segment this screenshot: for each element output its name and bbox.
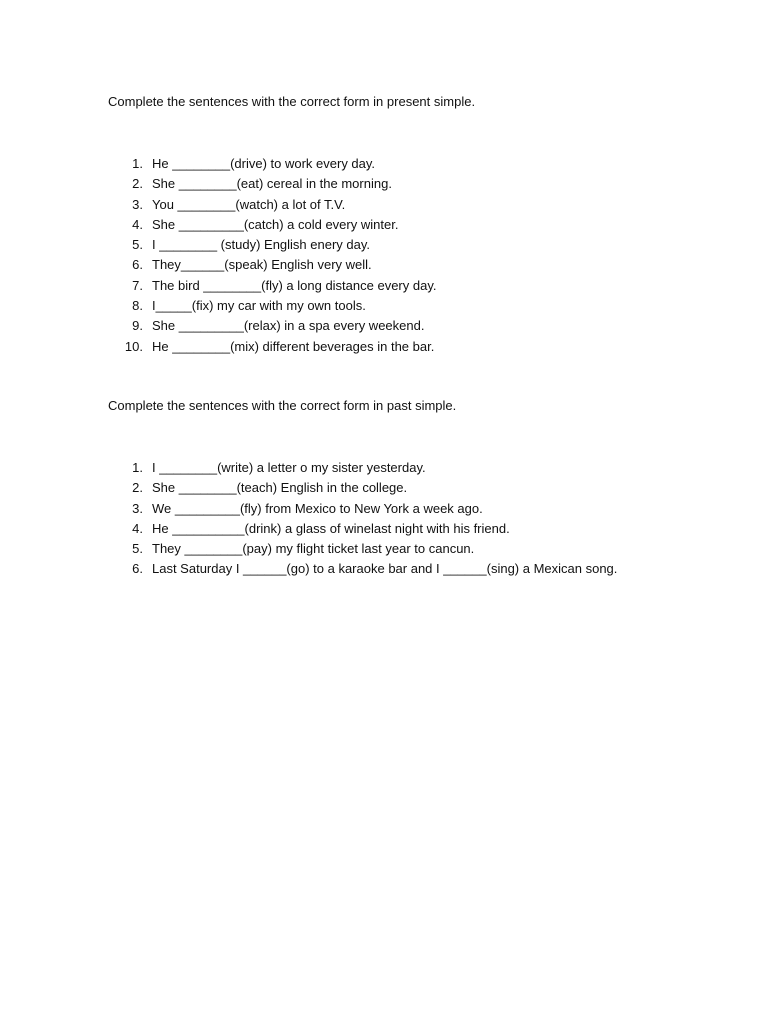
item-text: We _________(fly) from Mexico to New York a week ago. bbox=[152, 500, 483, 516]
exercise-item bbox=[108, 539, 728, 559]
exercise-list bbox=[108, 154, 728, 357]
item-text: He ________(drive) to work every day. bbox=[152, 156, 376, 171]
item-text: They______(speak) English very well. bbox=[152, 257, 372, 273]
exercise-item bbox=[108, 154, 728, 174]
item-text: You ________(watch) a lot of T.V. bbox=[152, 196, 346, 212]
exercise-item bbox=[108, 519, 728, 539]
item-number: 2. bbox=[132, 480, 143, 496]
item-text: He __________(drink) a glass of winelast night with his friend. bbox=[152, 520, 510, 536]
exercise-item bbox=[108, 255, 728, 275]
instruction-text: Complete the sentences with the correct form in past simple. bbox=[108, 398, 457, 413]
item-text: She ________(eat) cereal in the morning. bbox=[152, 176, 392, 192]
exercise-item bbox=[108, 296, 728, 316]
item-number: 4. bbox=[132, 216, 143, 232]
item-number: 4. bbox=[132, 520, 143, 536]
present-simple-section bbox=[108, 94, 728, 357]
item-text: He ________(mix) different beverages in the bar. bbox=[152, 338, 435, 354]
item-text: Last Saturday I ______(go) to a karaoke bar and I ______(sing) a Mexican song. bbox=[152, 561, 618, 577]
item-number: 7. bbox=[132, 277, 143, 293]
item-text: I ________(write) a letter o my sister yesterday. bbox=[152, 460, 426, 475]
item-text: She _________(relax) in a spa every weekend. bbox=[152, 318, 425, 334]
item-text: She ________(teach) English in the college. bbox=[152, 480, 408, 496]
item-number: 1. bbox=[132, 156, 143, 171]
exercise-item bbox=[108, 276, 728, 296]
item-number: 8. bbox=[132, 298, 143, 314]
exercise-item bbox=[108, 174, 728, 194]
item-number: 10. bbox=[124, 338, 143, 354]
exercise-item bbox=[108, 458, 728, 478]
exercise-item bbox=[108, 499, 728, 519]
item-number: 5. bbox=[132, 541, 143, 557]
item-number: 2. bbox=[132, 176, 143, 192]
item-text: I ________ (study) English enery day. bbox=[152, 237, 371, 253]
item-number: 6. bbox=[132, 561, 143, 577]
exercise-list bbox=[108, 458, 728, 580]
item-number: 1. bbox=[132, 460, 143, 475]
exercise-item bbox=[108, 316, 728, 336]
exercise-item bbox=[108, 235, 728, 255]
item-text: I_____(fix) my car with my own tools. bbox=[152, 298, 366, 314]
item-number: 6. bbox=[132, 257, 143, 273]
item-number: 3. bbox=[132, 196, 143, 212]
item-text: The bird ________(fly) a long distance every day. bbox=[152, 277, 437, 293]
item-number: 5. bbox=[132, 237, 143, 253]
exercise-item bbox=[108, 215, 728, 235]
item-text: She _________(catch) a cold every winter. bbox=[152, 216, 399, 232]
instruction-text: Complete the sentences with the correct form in present simple. bbox=[108, 94, 476, 109]
item-number: 3. bbox=[132, 500, 143, 516]
item-text: They ________(pay) my flight ticket last year to cancun. bbox=[152, 541, 475, 557]
exercise-item bbox=[108, 559, 728, 579]
past-simple-section bbox=[108, 398, 728, 580]
exercise-item bbox=[108, 478, 728, 498]
exercise-item bbox=[108, 195, 728, 215]
exercise-item bbox=[108, 337, 728, 357]
item-number: 9. bbox=[132, 318, 143, 334]
